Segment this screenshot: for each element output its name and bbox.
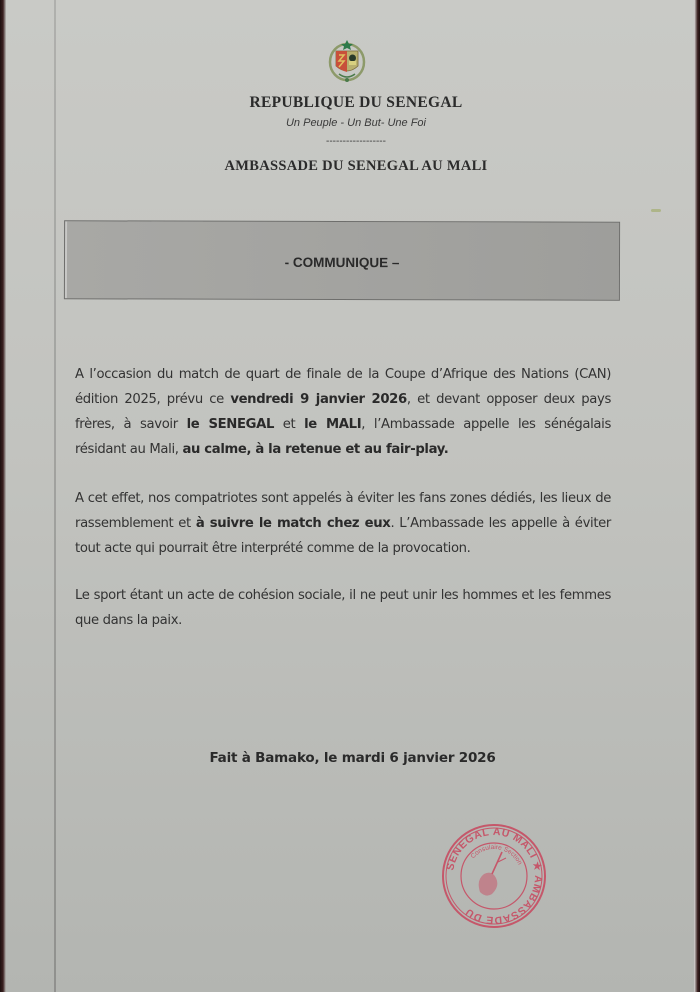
national-motto: Un Peuple - Un But- Une Foi xyxy=(285,117,426,129)
svg-text:Consulaire Section: Consulaire Section xyxy=(469,843,524,866)
watch-at-home: à suivre le match chez eux xyxy=(195,516,391,531)
header-separator: ------------------ xyxy=(326,136,386,147)
team-mali: le MALI xyxy=(304,417,362,432)
p2-text-2: . L’Ambassade les appelle à éviter tout acte qui pourrait être interprété comme de la provocation. xyxy=(75,516,611,556)
p3-text-1: Le sport étant un acte de cohésion sociale, il ne peut unir les hommes et les femmes que dans la paix. xyxy=(75,588,611,628)
paragraph-2 xyxy=(75,486,611,561)
communique-title-box xyxy=(64,220,620,300)
paragraph-3 xyxy=(75,583,611,633)
p1-text-3: et xyxy=(274,417,305,432)
team-senegal: le SENEGAL xyxy=(186,417,275,432)
photo-edge-right xyxy=(694,0,700,992)
country-name: REPUBLIQUE DU SENEGAL xyxy=(249,94,463,111)
p2-text-1: A cet effet, nos compatriotes sont appelés à éviter les fans zones dédiés, les lieux de rassemblement et xyxy=(75,491,611,531)
official-stamp-icon xyxy=(440,822,548,930)
fold-line xyxy=(54,0,56,992)
p1-text-1: A l’occasion du match de quart de finale de la Coupe d’Afrique des Nations (CAN) édition 2025, prévu ce xyxy=(75,367,611,407)
ink-mark xyxy=(651,209,661,212)
p1-text-4: , l’Ambassade appelle les sénégalais résidant au Mali, xyxy=(75,417,611,457)
match-date: vendredi 9 janvier 2026 xyxy=(230,392,407,407)
svg-text:SENEGAL AU MALI ★ AMBASSADE DU: SENEGAL AU MALI ★ AMBASSADE DU xyxy=(444,825,545,927)
p1-text-2: , et devant opposer deux pays frères, à savoir xyxy=(75,392,611,432)
place-and-date: Fait à Bamako, le mardi 6 janvier 2026 xyxy=(209,750,496,766)
embassy-name: AMBASSADE DU SENEGAL AU MALI xyxy=(224,158,488,174)
communique-title: - COMMUNIQUE – xyxy=(284,254,400,271)
paragraph-1 xyxy=(75,362,611,462)
coat-of-arms-icon xyxy=(327,38,367,84)
call-to-calm: au calme, à la retenue et au fair-play. xyxy=(182,442,449,457)
